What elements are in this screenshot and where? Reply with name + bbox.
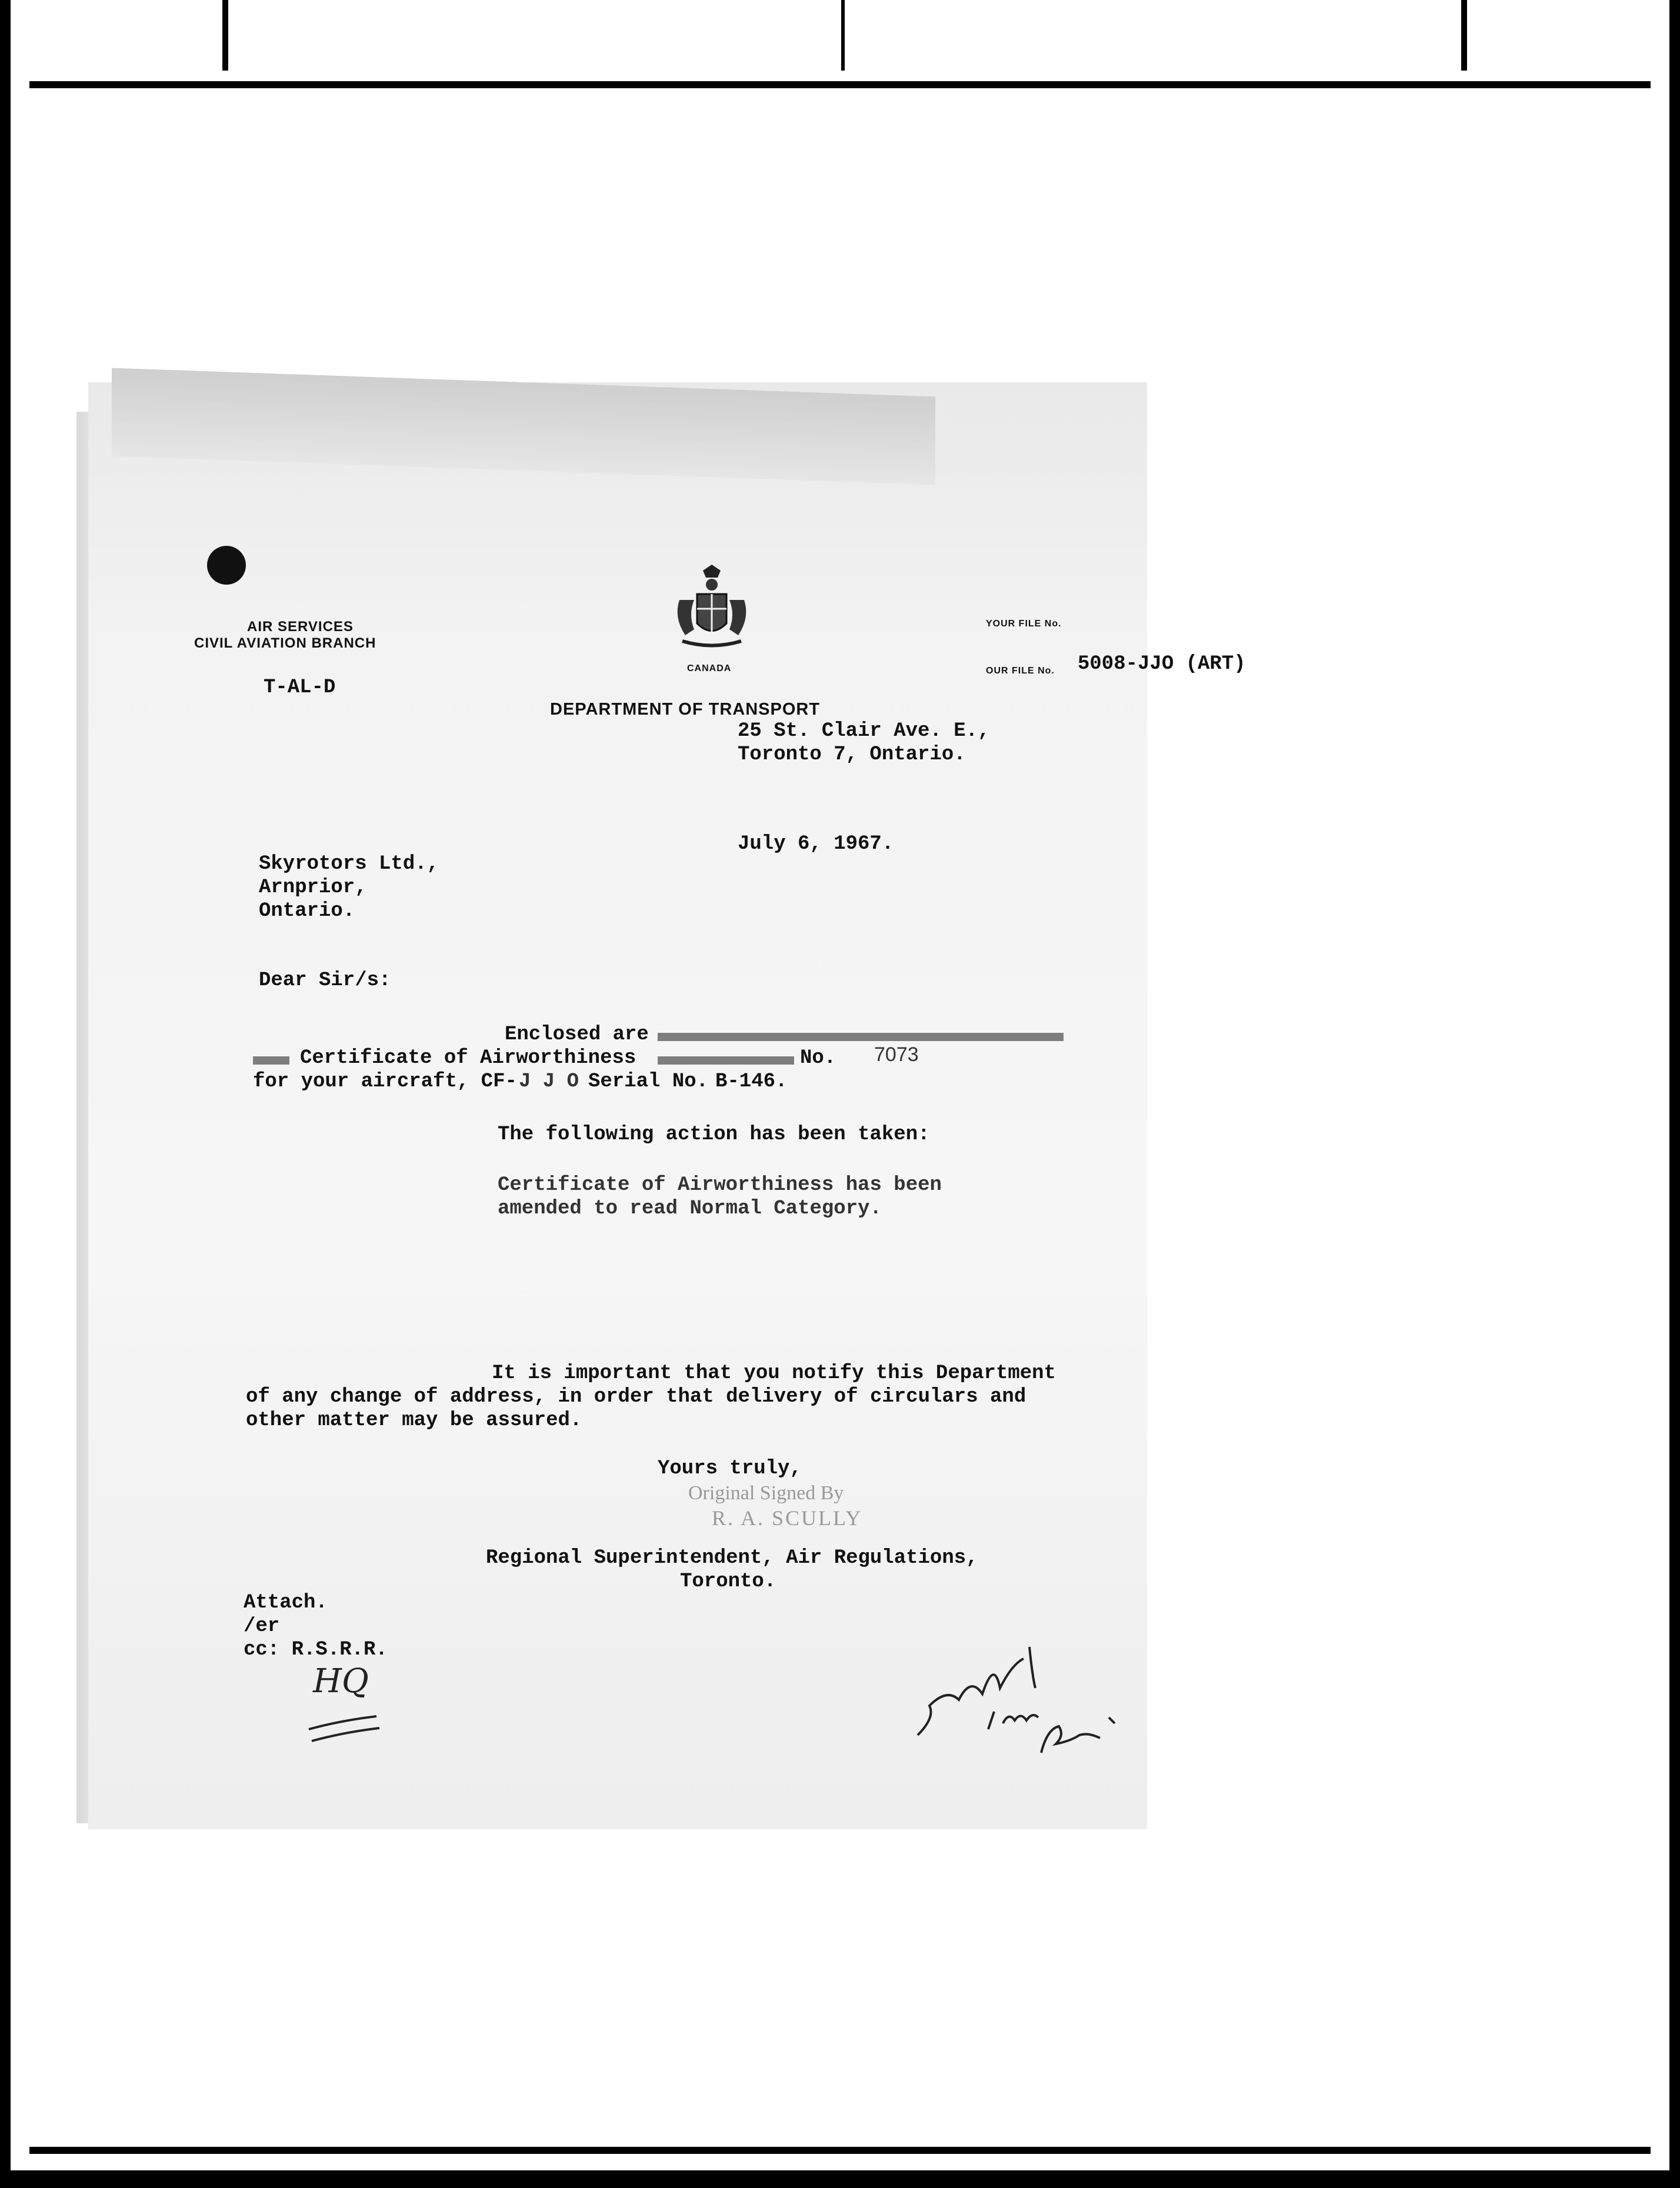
- serial-value: B-146.: [715, 1070, 788, 1093]
- reference-code: T-AL-D: [264, 676, 336, 699]
- attach-label: Attach.: [244, 1592, 328, 1614]
- serial-label: Serial No.: [588, 1070, 709, 1093]
- number-label: No.: [800, 1047, 836, 1069]
- frame-divider: [841, 0, 845, 71]
- frame-divider: [1461, 0, 1467, 71]
- address-line-1: 25 St. Clair Ave. E.,: [738, 720, 990, 742]
- frame-fill: [0, 2170, 1680, 2188]
- handwritten-underline-icon: [306, 1712, 382, 1747]
- recipient-line-2: Arnprior,: [259, 876, 367, 899]
- film-border-top: [0, 0, 1680, 88]
- handwritten-hq: HQ: [313, 1662, 369, 1700]
- canada-crest-icon: [671, 565, 753, 659]
- typist-initials: /er: [244, 1615, 280, 1637]
- signatory-location: Toronto.: [680, 1570, 776, 1593]
- recipient-line-3: Ontario.: [259, 900, 355, 922]
- recipient-line-1: Skyrotors Ltd.,: [259, 853, 439, 875]
- frame-edge: [29, 81, 1651, 88]
- film-border-bottom: [0, 2147, 1680, 2188]
- crest-caption: CANADA: [687, 663, 732, 673]
- signature-stamp-line-1: Original Signed By: [688, 1482, 844, 1504]
- notice-line-3: other matter may be assured.: [246, 1409, 582, 1432]
- strikeout-registration: [658, 1033, 1064, 1041]
- signature-stamp-line-2: R. A. SCULLY: [712, 1506, 863, 1530]
- frame-edge: [29, 2147, 1651, 2154]
- letter-date: July 6, 1967.: [738, 833, 894, 855]
- our-file-label: OUR FILE No.: [986, 666, 1055, 676]
- department-name: DEPARTMENT OF TRANSPORT: [550, 700, 821, 719]
- salutation: Dear Sir/s:: [259, 969, 391, 992]
- punch-hole: [207, 546, 246, 585]
- our-file-value: 5008-JJO (ART): [1078, 653, 1246, 675]
- action-heading: The following action has been taken:: [498, 1123, 930, 1146]
- signatory-title: Regional Superintendent, Air Regulations,: [486, 1547, 978, 1569]
- strikeout-flight-permit: [658, 1056, 794, 1065]
- cert-number: 7073: [874, 1043, 919, 1066]
- aircraft-line-prefix: for your aircraft, CF-: [253, 1070, 517, 1093]
- your-file-label: YOUR FILE No.: [986, 619, 1062, 629]
- handwritten-annotation-icon: [912, 1623, 1135, 1759]
- notice-line-2: of any change of address, in order that delivery of circulars and: [246, 1386, 1026, 1408]
- film-border-left: [0, 0, 11, 2188]
- notice-line-1: It is important that you notify this Department: [492, 1362, 1056, 1385]
- enclosed-prefix: Enclosed are: [505, 1023, 649, 1046]
- carbon-copy: cc: R.S.R.R.: [244, 1639, 388, 1661]
- action-line-1: Certificate of Airworthiness has been: [498, 1174, 942, 1196]
- branch-line-2: CIVIL AVIATION BRANCH: [194, 635, 376, 651]
- cert-of-airworthiness: Certificate of Airworthiness: [300, 1047, 636, 1069]
- film-border-right: [1669, 0, 1680, 2188]
- address-line-2: Toronto 7, Ontario.: [738, 743, 966, 766]
- aircraft-registration: J J O: [519, 1070, 579, 1093]
- action-line-2: amended to read Normal Category.: [498, 1198, 882, 1220]
- strikeout-and: [253, 1056, 289, 1065]
- frame-divider: [222, 0, 228, 71]
- branch-line-1: AIR SERVICES: [247, 619, 354, 635]
- valediction: Yours truly,: [658, 1457, 802, 1480]
